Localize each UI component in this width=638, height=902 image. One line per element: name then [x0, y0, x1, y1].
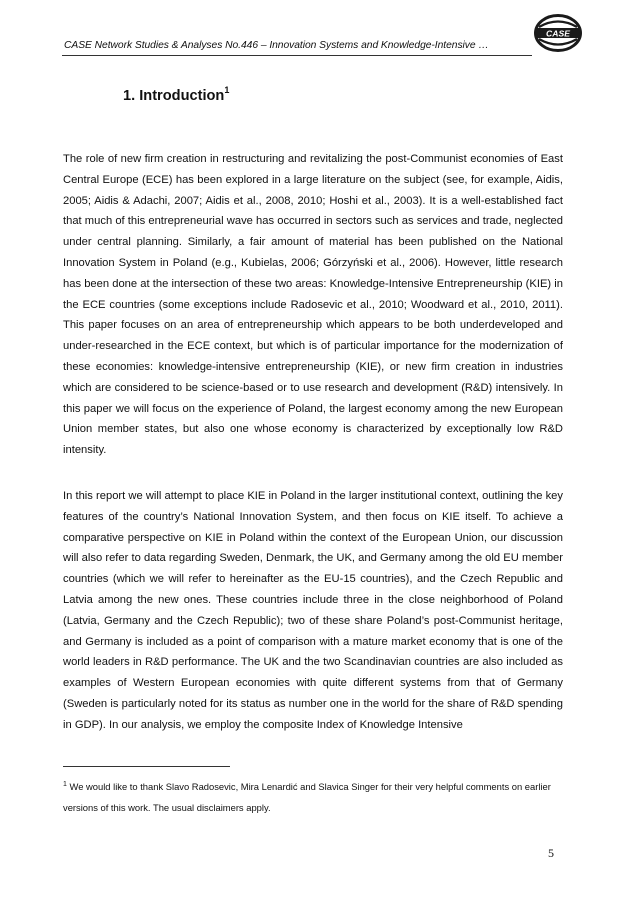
page-number: 5 [548, 846, 554, 860]
case-logo [534, 14, 582, 52]
section-title: 1. Introduction [123, 88, 225, 104]
footnote-marker: 1 [63, 781, 67, 788]
running-header: CASE Network Studies & Analyses No.446 – Innovation Systems and Knowledge-Intensive … [64, 40, 489, 51]
paragraph-2: In this report we will attempt to place KIE in Poland in the larger institutional context, outlining the key features of the country’s National Innovation System, and then focus on KIE itself. To achieve a comparative perspective on KIE in Poland within the context of the European Union, our discussion will also refer to data regarding Sweden, Denmark, the UK, and Germany among the old EU member countries (which we will refer to hereinafter as the EU-15 countries), and the Czech Republic and Latvia among the new ones. These countries include three in the close neighborhood of Poland (Latvia, Germany and the Czech Republic); two of these share Poland’s post-Communist heritage, and Germany is included as a point of comparison with a mature market economy that is one of the world leaders in R&D performance. The UK and the two Scandinavian countries are also included as examples of Western European economies with quite different systems from that of Germany (Sweden is particularly noted for its status as number one in the world for the share of R&D spending in GDP). In our analysis, we employ the composite Index of Knowledge Intensive [63, 490, 563, 731]
footnote-rule [63, 766, 230, 767]
footnote [63, 777, 563, 817]
footnote-text: We would like to thank Slavo Radosevic, Mira Lenardić and Slavica Singer for their very helpful comments on earlier versions of this work. The usual disclaimers apply. [63, 781, 551, 813]
logo-text: CASE [546, 28, 570, 39]
paragraph-1: The role of new firm creation in restructuring and revitalizing the post-Communist economies of East Central Europe (ECE) has been explored in a large literature on the subject (see, for example, Aidis, 2005; Aidis & Adachi, 2007; Aidis et al., 2008, 2010; Hoshi et al., 2003). It is a well-established fact that much of this entrepreneurial wave has occurred in sectors such as services and trade, neglected under central planning. Similarly, a fair amount of material has been published on the National Innovation System in Poland (e.g., Kubielas, 2006; Górzyński et al., 2006). However, little research has been done at the intersection of these two areas: Knowledge-Intensive Entrepreneurship (KIE) in the ECE countries (some exceptions include Radosevic et al., 2010; Woodward et al., 2010, 2011). This paper focuses on an area of entrepreneurship which appears to be both underdeveloped and under-researched in the ECE context, but which is of particular importance for the modernization of these economies: knowledge-intensive entrepreneurship (KIE), or new firm creation in industries which are considered to be science-based or to use research and development (R&D) intensively. In this paper we will focus on the experience of Poland, the largest economy among the new European Union member states, but also one whose economy is characterized by exceptionally low R&D intensity. [63, 153, 563, 457]
section-heading [123, 85, 230, 104]
header-rule [62, 55, 532, 56]
heading-footnote-marker: 1 [224, 85, 230, 95]
